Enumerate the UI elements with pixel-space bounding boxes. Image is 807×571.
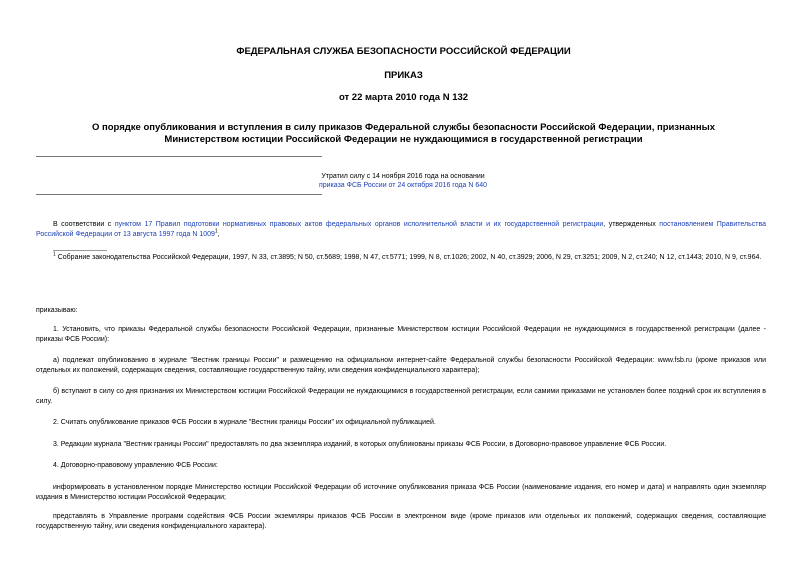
agency-heading: ФЕДЕРАЛЬНАЯ СЛУЖБА БЕЗОПАСНОСТИ РОССИЙСКОЙ ФЕДЕРАЦИИ: [236, 46, 571, 57]
rules-link[interactable]: пунктом 17 Правил подготовки нормативных правовых актов федеральных органов исполнительной власти и их государственной регистрации: [114, 221, 604, 228]
government-decree-link[interactable]: постановлением Правительства Российской Федерации от 13 августа 1997 года N 1009: [36, 221, 767, 238]
intro-suffix: ,: [217, 231, 220, 238]
footnote-text: Собрание законодательства Российской Федерации, 1997, N 33, ст.3895; N 50, ст.5689; 1998, N 47, ст.5771; 1999, N 8, ст.1026; 2002, N 40, ст.3929; 2006, N 29, ст.3251; 2009, N 2, ст.240; N 12, ст.1443; 2010, N 9, ст.964.: [55, 254, 762, 261]
paragraph-3: 3. Редакции журнала "Вестник границы России" предоставлять по два экземпляра изданий, в которых опубликованы приказы ФСБ России, в Договорно-правовое управление ФСБ России.: [53, 441, 667, 448]
footnote-ref[interactable]: 1: [214, 228, 218, 235]
date-number-heading: от 22 марта 2010 года N 132: [338, 92, 469, 103]
footnote-mark: 1: [53, 251, 56, 258]
footnote-divider: [53, 250, 107, 251]
paragraph-4: 4. Договорно-правовому управлению ФСБ России:: [53, 462, 218, 469]
intro-prefix: В соответствии с: [53, 221, 115, 228]
paragraph-1a: а) подлежат опубликованию в журнале "Вестник границы России" и размещению на официальном интернет-сайте Федеральной службы безопасности Российской Федерации: www.fsb.ru (кроме приказов или отдельных их положений, содержащих сведения, составляющие государственную тайну, или сведения конфиденциального характера);: [36, 357, 766, 374]
paragraph-4a: информировать в установленном порядке Министерство юстиции Российской Федерации об источнике опубликования приказа ФСБ России (наименование издания, его номер и дата) и направлять один экземпляр издания в Министерство юстиции Российской Федерации;: [36, 484, 766, 501]
paragraph-1b: б) вступают в силу со дня признания их Министерством юстиции Российской Федерации не нуждающимися в государственной регистрации, если самими приказами не установлен более поздний срок их вступления в силу.: [36, 388, 766, 405]
paragraph-4b: представлять в Управление программ содействия ФСБ России экземпляры приказов ФСБ России в электронном виде (кроме приказов или отдельных их положений, содержащих сведения, составляющие государственную тайну, или сведения конфиденциального характера).: [36, 513, 766, 530]
paragraph-2: 2. Считать опубликование приказов ФСБ России в журнале "Вестник границы России" их официальной публикацией.: [53, 419, 436, 426]
intro-paragraph: [36, 220, 766, 240]
divider-top: [36, 156, 322, 157]
intro-middle: , утвержденных: [603, 221, 660, 228]
document-title: О порядке опубликования и вступления в силу приказов Федеральной службы безопасности Российской Федерации, признанных Министерством юстиции Российской Федерации не нуждающимися в государственной регистрации: [91, 122, 715, 145]
doc-type-heading: ПРИКАЗ: [384, 70, 423, 81]
footnote-paragraph: [36, 253, 766, 263]
order-word: приказываю:: [36, 307, 78, 314]
repeal-order-link[interactable]: приказа ФСБ России от 24 октября 2016 года N 640: [318, 182, 488, 189]
divider-bottom: [36, 194, 322, 195]
status-line: Утратил силу с 14 ноября 2016 года на основании: [321, 173, 485, 180]
paragraph-1: 1. Установить, что приказы Федеральной службы безопасности Российской Федерации, признанные Министерством юстиции Российской Федерации не нуждающимися в государственной регистрации (далее - приказы ФСБ России):: [36, 326, 766, 343]
